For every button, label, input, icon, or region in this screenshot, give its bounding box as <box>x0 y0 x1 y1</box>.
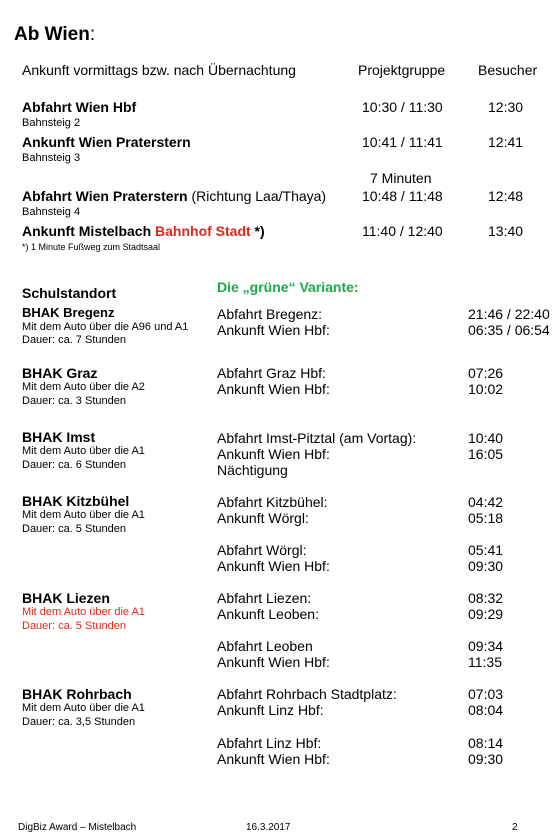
school-route: Mit dem Auto über die A1 <box>22 702 145 714</box>
school-route: Mit dem Auto über die A96 und A1 <box>22 321 189 333</box>
trip-time: 05:18 <box>468 510 504 526</box>
school-duration: Dauer: ca. 3,5 Stunden <box>22 716 136 728</box>
footnote: *) 1 Minute Fußweg zum Stadtsaal <box>22 242 161 252</box>
footer-date: 16.3.2017 <box>246 822 291 833</box>
trip-time: 06:35 / 06:54 <box>468 322 550 338</box>
platform-note: Bahnsteig 2 <box>22 117 81 129</box>
schedule-label: Abfahrt Wien Hbf <box>22 99 137 115</box>
schedule-group-time: 10:30 / 11:30 <box>362 99 443 115</box>
trip-label: Abfahrt Imst-Pitztal (am Vortag): <box>217 430 417 446</box>
trip-time: 21:46 / 22:40 <box>468 306 550 322</box>
variant-heading: Die „grüne“ Variante: <box>217 279 359 295</box>
trip-time: 16:05 <box>468 446 504 462</box>
trip-time: 09:30 <box>468 558 504 574</box>
school-duration: Dauer: ca. 7 Stunden <box>22 334 126 346</box>
schedule-label: Ankunft Wien Praterstern <box>22 134 191 150</box>
page-title: Ab Wien: <box>14 24 96 45</box>
school-name: BHAK Imst <box>22 429 96 445</box>
trip-label: Ankunft Wörgl: <box>217 510 309 526</box>
trip-label: Abfahrt Leoben <box>217 638 313 654</box>
schedule-visitor-time: 13:40 <box>488 223 524 239</box>
trip-time: 09:29 <box>468 606 504 622</box>
trip-time: 09:34 <box>468 638 504 654</box>
school-route: Mit dem Auto über die A1 <box>22 445 145 457</box>
trip-label: Abfahrt Bregenz: <box>217 306 323 322</box>
school-route: Mit dem Auto über die A1 <box>22 606 145 618</box>
footer-left: DigBiz Award – Mistelbach <box>18 822 137 833</box>
trip-time: 08:14 <box>468 735 504 751</box>
trip-label: Ankunft Wien Hbf: <box>217 446 330 462</box>
trip-label: Abfahrt Wörgl: <box>217 542 307 558</box>
trip-time: 10:02 <box>468 381 504 397</box>
trip-label: Abfahrt Kitzbühel: <box>217 494 328 510</box>
school-duration: Dauer: ca. 6 Stunden <box>22 459 126 471</box>
schedule-visitor-time: 12:30 <box>488 99 524 115</box>
column-header-group: Projektgruppe <box>358 62 446 78</box>
trip-time: 04:42 <box>468 494 504 510</box>
trip-label: Abfahrt Liezen: <box>217 590 312 606</box>
trip-time: 07:03 <box>468 686 504 702</box>
trip-time: 05:41 <box>468 542 504 558</box>
school-duration: Dauer: ca. 5 Stunden <box>22 620 126 632</box>
trip-label: Ankunft Wien Hbf: <box>217 751 330 767</box>
school-name: BHAK Rohrbach <box>22 686 132 702</box>
trip-label: Ankunft Wien Hbf: <box>217 322 330 338</box>
school-name: BHAK Kitzbühel <box>22 493 130 509</box>
trip-label: Abfahrt Rohrbach Stadtplatz: <box>217 686 397 702</box>
schedule-label: Abfahrt Wien Praterstern (Richtung Laa/Thaya) <box>22 188 327 204</box>
school-name: BHAK Graz <box>22 365 98 381</box>
page-number: 2 <box>512 822 518 833</box>
highlight-station: Bahnhof Stadt <box>155 223 251 239</box>
trip-time: 09:30 <box>468 751 504 767</box>
schedule-visitor-time: 12:48 <box>488 188 524 204</box>
schedule-group-time: 10:41 / 11:41 <box>362 134 443 150</box>
trip-time: 08:32 <box>468 590 504 606</box>
schedule-group-time: 10:48 / 11:48 <box>362 188 443 204</box>
trip-label: Ankunft Wien Hbf: <box>217 558 330 574</box>
school-route: Mit dem Auto über die A2 <box>22 381 145 393</box>
trip-time: 08:04 <box>468 702 504 718</box>
trip-label: Abfahrt Graz Hbf: <box>217 365 326 381</box>
trip-label: Nächtigung <box>217 462 288 478</box>
column-header-visitor: Besucher <box>478 62 538 78</box>
school-duration: Dauer: ca. 5 Stunden <box>22 523 126 535</box>
trip-time: 11:35 <box>468 654 502 670</box>
platform-note: Bahnsteig 4 <box>22 206 81 218</box>
transfer-time-note: 7 Minuten <box>370 170 432 186</box>
schedule-label: Ankunft Mistelbach Bahnhof Stadt *) <box>22 223 265 239</box>
school-name: BHAK Bregenz <box>22 305 115 320</box>
trip-label: Ankunft Linz Hbf: <box>217 702 324 718</box>
schools-heading: Schulstandort <box>22 285 117 301</box>
trip-label: Ankunft Leoben: <box>217 606 319 622</box>
trip-label: Ankunft Wien Hbf: <box>217 654 330 670</box>
school-route: Mit dem Auto über die A1 <box>22 509 145 521</box>
trip-time: 07:26 <box>468 365 504 381</box>
trip-time: 10:40 <box>468 430 504 446</box>
trip-label: Ankunft Wien Hbf: <box>217 381 330 397</box>
platform-note: Bahnsteig 3 <box>22 152 81 164</box>
trip-label: Abfahrt Linz Hbf: <box>217 735 322 751</box>
schedule-visitor-time: 12:41 <box>488 134 524 150</box>
schedule-group-time: 11:40 / 12:40 <box>362 223 443 239</box>
school-duration: Dauer: ca. 3 Stunden <box>22 395 126 407</box>
arrival-header: Ankunft vormittags bzw. nach Übernachtung <box>22 62 296 78</box>
school-name: BHAK Liezen <box>22 590 110 606</box>
